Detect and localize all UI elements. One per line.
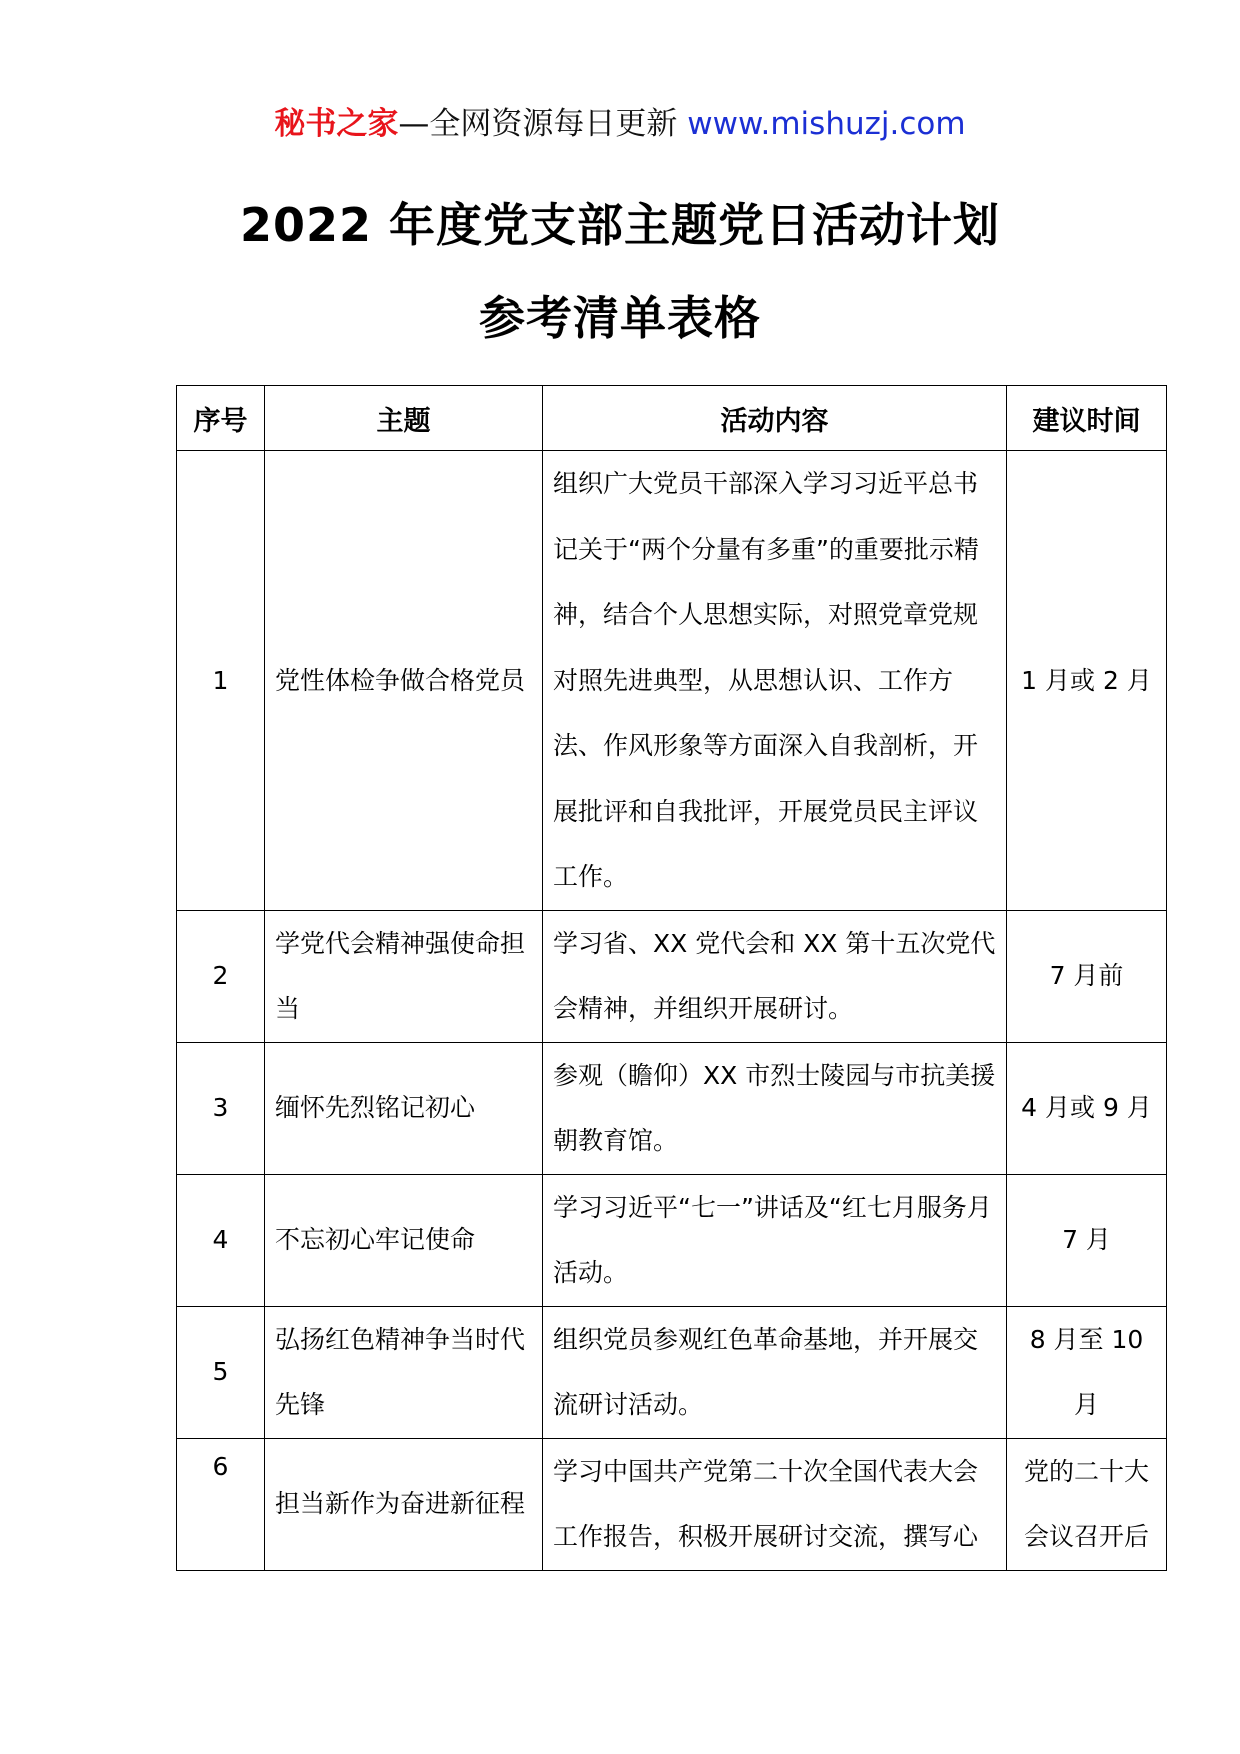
row-time: 4 月或 9 月 <box>1007 1042 1167 1174</box>
website-link[interactable]: www.mishuzj.com <box>687 106 966 142</box>
row-num: 1 <box>177 451 265 911</box>
table-row <box>177 1174 1167 1306</box>
row-time: 1 月或 2 月 <box>1007 451 1167 911</box>
row-num: 2 <box>177 910 265 1042</box>
header-content: 活动内容 <box>543 386 1007 451</box>
row-content: 组织党员参观红色革命基地，并开展交流研讨活动。 <box>543 1306 1007 1438</box>
row-content: 学习中国共产党第二十次全国代表大会工作报告，积极开展研讨交流，撰写心 <box>543 1438 1007 1570</box>
row-time: 党的二十大会议召开后 <box>1007 1438 1167 1570</box>
row-topic: 担当新作为奋进新征程 <box>265 1438 543 1570</box>
site-header <box>0 104 1240 144</box>
table-row <box>177 910 1167 1042</box>
slogan: —全网资源每日更新 <box>398 106 688 142</box>
row-topic: 党性体检争做合格党员 <box>265 451 543 911</box>
row-num: 4 <box>177 1174 265 1306</box>
row-num: 5 <box>177 1306 265 1438</box>
row-time: 7 月 <box>1007 1174 1167 1306</box>
row-topic: 不忘初心牢记使命 <box>265 1174 543 1306</box>
row-topic: 缅怀先烈铭记初心 <box>265 1042 543 1174</box>
row-num: 6 <box>177 1438 265 1570</box>
table-row <box>177 1042 1167 1174</box>
table-row <box>177 1306 1167 1438</box>
row-time: 7 月前 <box>1007 910 1167 1042</box>
document-subtitle: 参考清单表格 <box>479 291 761 345</box>
table-header-row <box>177 386 1167 451</box>
header-topic: 主题 <box>265 386 543 451</box>
document-title: 2022 年度党支部主题党日活动计划 <box>239 198 1001 252</box>
header-num: 序号 <box>177 386 265 451</box>
row-content: 参观（瞻仰）XX 市烈士陵园与市抗美援朝教育馆。 <box>543 1042 1007 1174</box>
row-topic: 学党代会精神强使命担当 <box>265 910 543 1042</box>
row-topic: 弘扬红色精神争当时代先锋 <box>265 1306 543 1438</box>
header-time: 建议时间 <box>1007 386 1167 451</box>
activity-plan-table <box>176 385 1167 1571</box>
row-num: 3 <box>177 1042 265 1174</box>
table-row <box>177 451 1167 911</box>
brand-name: 秘书之家 <box>274 106 399 142</box>
row-content: 学习习近平“七一”讲话及“红七月服务月活动。 <box>543 1174 1007 1306</box>
row-content: 学习省、XX 党代会和 XX 第十五次党代会精神，并组织开展研讨。 <box>543 910 1007 1042</box>
row-content: 组织广大党员干部深入学习习近平总书记关于“两个分量有多重”的重要批示精神，结合个人思想实际，对照党章党规对照先进典型，从思想认识、工作方法、作风形象等方面深入自我剖析，开展批评和自我批评，开展党员民主评议工作。 <box>543 451 1007 911</box>
row-time: 8 月至 10 月 <box>1007 1306 1167 1438</box>
table-row <box>177 1438 1167 1570</box>
